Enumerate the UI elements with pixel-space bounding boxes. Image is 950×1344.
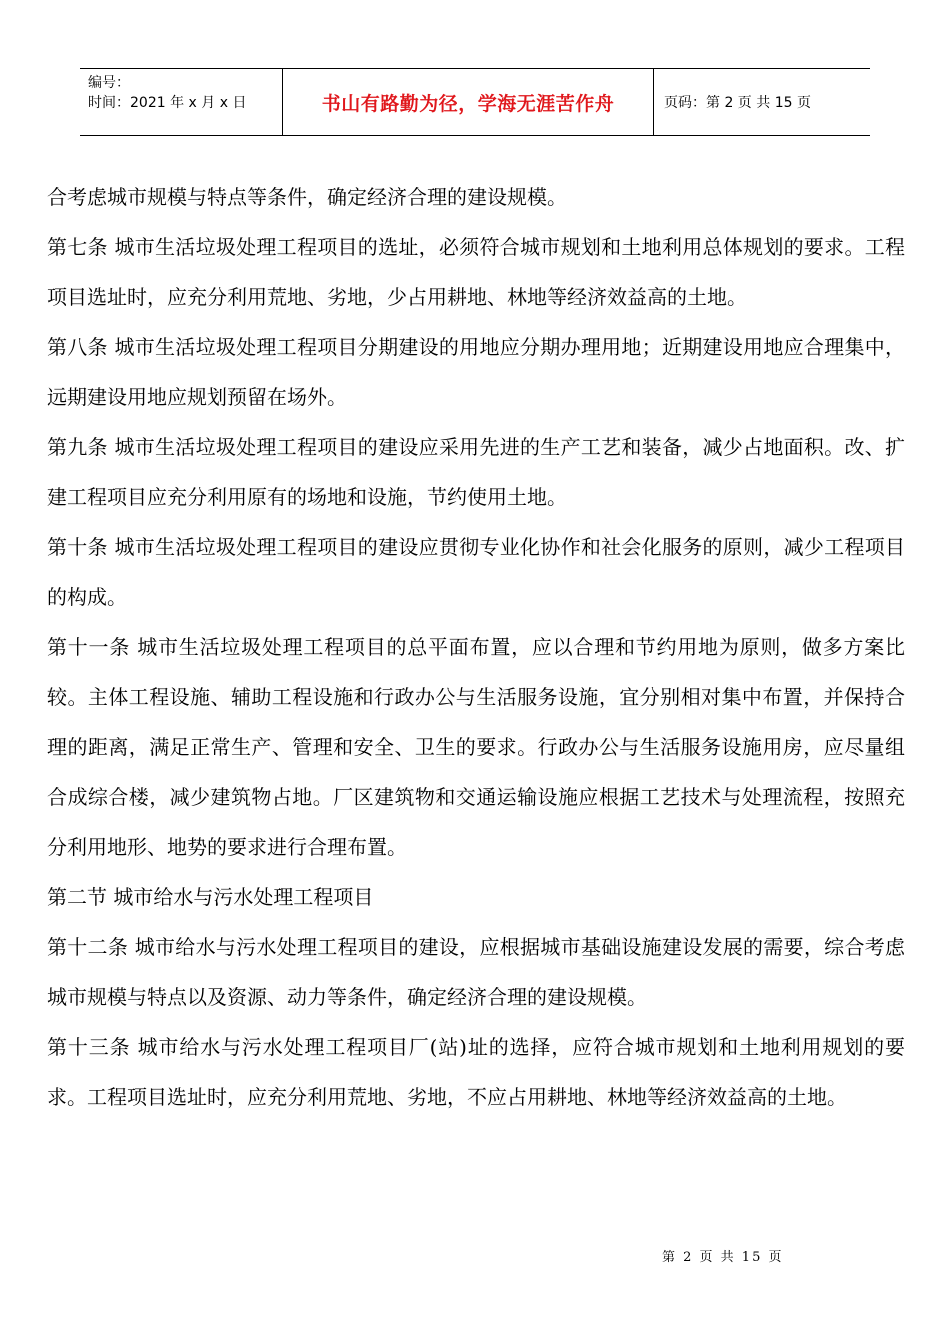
footer-page-number: 第 2 页 共 15 页: [662, 1250, 784, 1265]
paragraph: 合考虑城市规模与特点等条件，确定经济合理的建设规模。: [47, 185, 567, 209]
document-header: [80, 68, 870, 136]
motto-text: 书山有路勤为径，学海无涯苦作舟: [321, 92, 615, 115]
page-info-text: 页码：第 2 页 共 15 页: [664, 95, 811, 111]
page-footer: [662, 1246, 783, 1265]
header-page-info: [654, 69, 870, 135]
paragraph: 第九条 城市生活垃圾处理工程项目的建设应采用先进的生产工艺和装备，减少占地面积。改、扩建工程项目应充分利用原有的场地和设施，节约使用土地。: [47, 435, 905, 509]
paragraph: 第十一条 城市生活垃圾处理工程项目的总平面布置，应以合理和节约用地为原则，做多方案比较。主体工程设施、辅助工程设施和行政办公与生活服务设施，宜分别相对集中布置，并保持合理的距离，满足正常生产、管理和安全、卫生的要求。行政办公与生活服务设施用房，应尽量组合成综合楼，减少建筑物占地。厂区建筑物和交通运输设施应根据工艺技术与处理流程，按照充分利用地形、地势的要求进行合理布置。: [47, 635, 905, 859]
header-meta: [80, 69, 282, 135]
paragraph: 第七条 城市生活垃圾处理工程项目的选址，必须符合城市规划和土地利用总体规划的要求。工程项目选址时，应充分利用荒地、劣地，少占用耕地、林地等经济效益高的土地。: [47, 235, 905, 309]
date-label: 时间：2021 年 x 月 x 日: [88, 95, 247, 111]
code-label: 编号：: [88, 75, 130, 91]
header-motto: [282, 69, 654, 135]
document-body: [47, 172, 905, 1122]
paragraph: 第十条 城市生活垃圾处理工程项目的建设应贯彻专业化协作和社会化服务的原则，减少工程项目的构成。: [47, 535, 905, 609]
paragraph: 第十三条 城市给水与污水处理工程项目厂(站)址的选择，应符合城市规划和土地利用规划的要求。工程项目选址时，应充分利用荒地、劣地，不应占用耕地、林地等经济效益高的土地。: [47, 1035, 905, 1109]
paragraph: 第十二条 城市给水与污水处理工程项目的建设，应根据城市基础设施建设发展的需要，综合考虑城市规模与特点以及资源、动力等条件，确定经济合理的建设规模。: [47, 935, 905, 1009]
paragraph: 第八条 城市生活垃圾处理工程项目分期建设的用地应分期办理用地；近期建设用地应合理集中，远期建设用地应规划预留在场外。: [47, 335, 905, 409]
section-heading: 第二节 城市给水与污水处理工程项目: [47, 885, 374, 909]
